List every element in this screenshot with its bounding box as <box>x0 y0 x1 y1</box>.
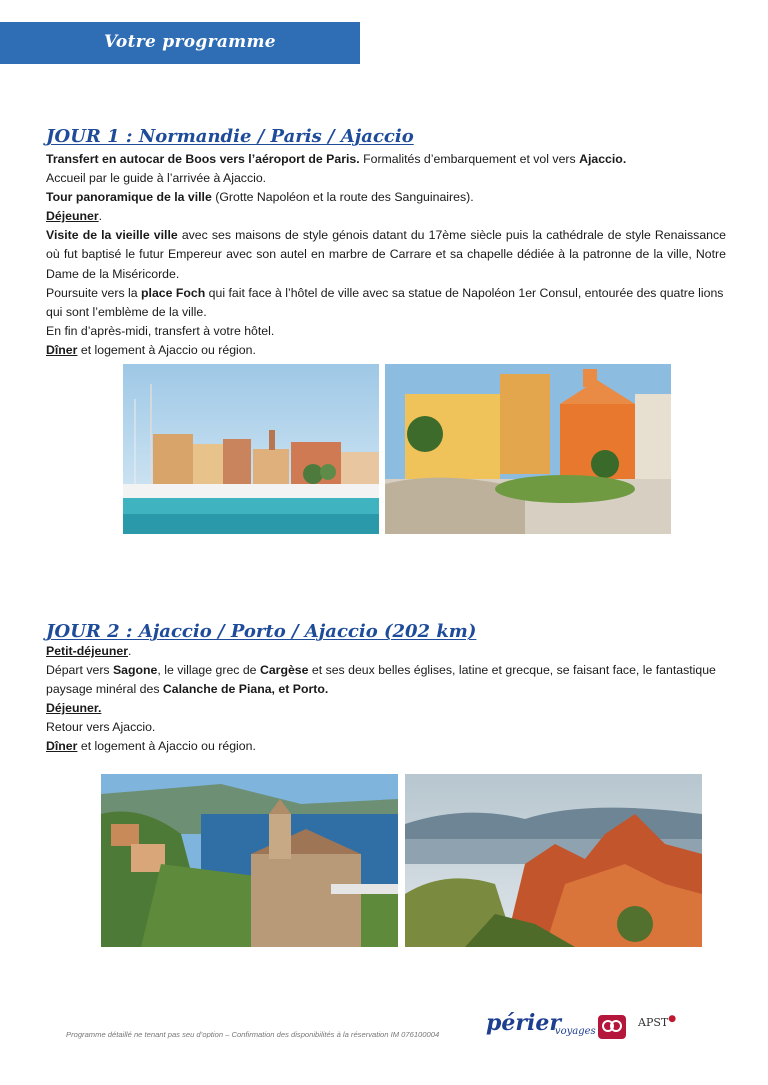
text: Départ vers <box>46 663 113 678</box>
meal-dinner: Dîner <box>46 739 78 754</box>
meal-lunch: Déjeuner. <box>46 701 102 716</box>
text-bold: Visite de la vieille ville <box>46 228 178 243</box>
apst-dot-icon: ● <box>668 1014 677 1024</box>
day1-text <box>46 150 726 360</box>
text-bold: Cargèse <box>259 663 309 678</box>
text: et logement à Ajaccio ou région. <box>77 739 256 754</box>
text-bold: Ajaccio. <box>579 152 627 166</box>
logo-text: périer <box>486 1010 561 1036</box>
meal-breakfast: Petit-déjeuner <box>46 644 128 658</box>
text: et logement à Ajaccio ou région. <box>77 342 256 357</box>
text: qui fait face à l’hôtel de ville avec sa statue de Napoléon 1er Consul, entourée des quatre lions qui sont l’emblème de la ville. <box>46 285 724 319</box>
banner-title: Votre programme <box>104 32 276 52</box>
text-bold: Transfert en autocar de Boos vers l’aéroport de Paris. <box>46 152 360 166</box>
day1-title: JOUR 1 : Normandie / Paris / Ajaccio <box>46 126 414 147</box>
meal-lunch: Déjeuner <box>46 209 99 224</box>
text: . <box>98 209 103 224</box>
text: Retour vers Ajaccio. <box>46 720 156 735</box>
day2-title: JOUR 2 : Ajaccio / Porto / Ajaccio (202 km) <box>46 621 477 642</box>
text: et ses deux belles églises, latine et grecque, se faisant face, le fantastique paysage minéral des <box>46 663 716 697</box>
photo-cathedral <box>385 364 671 534</box>
text: En fin d’après-midi, transfert à votre hôtel. <box>46 323 275 338</box>
text: Poursuite vers la <box>46 285 142 300</box>
text: Accueil par le guide à l’arrivée à Ajaccio. <box>46 171 267 186</box>
photo-calanche <box>405 774 702 947</box>
text: Formalités d’embarquement et vol vers <box>359 152 580 166</box>
apst-logo <box>638 1016 676 1029</box>
apst-logo-text: APST <box>638 1016 669 1029</box>
day2-text <box>46 642 726 757</box>
text: avec ses maisons de style génois datant du 17ème siècle puis la cathédrale de style Renaissance où fut baptisé le futur Empereur avec son autel en marbre de Carrare et sa chapelle dédiée à la patronne de la ville, Notre Dame de la Miséricorde. <box>46 228 726 281</box>
text-bold: Calanche de Piana, et Porto. <box>162 682 329 697</box>
text-bold: place Foch <box>141 285 206 300</box>
text: , le village grec de <box>157 663 260 678</box>
footer-note: Programme détaillé ne tenant pas seu d’option – Confirmation des disponibilités à la réservation IM 076100004 <box>66 1030 440 1039</box>
text: (Grotte Napoléon et la route des Sanguinaires). <box>211 190 474 205</box>
text-bold: Sagone <box>112 663 158 678</box>
perier-voyages-logo <box>486 1010 602 1036</box>
section-banner <box>0 22 360 64</box>
photo-harbour <box>123 364 379 534</box>
text-bold: Tour panoramique de la ville <box>46 190 212 205</box>
logo-subtext: voyages <box>554 1026 596 1037</box>
meal-dinner: Dîner <box>46 342 78 357</box>
partner-logo-icon <box>598 1015 626 1039</box>
photo-village <box>101 774 398 947</box>
text: . <box>128 644 132 658</box>
